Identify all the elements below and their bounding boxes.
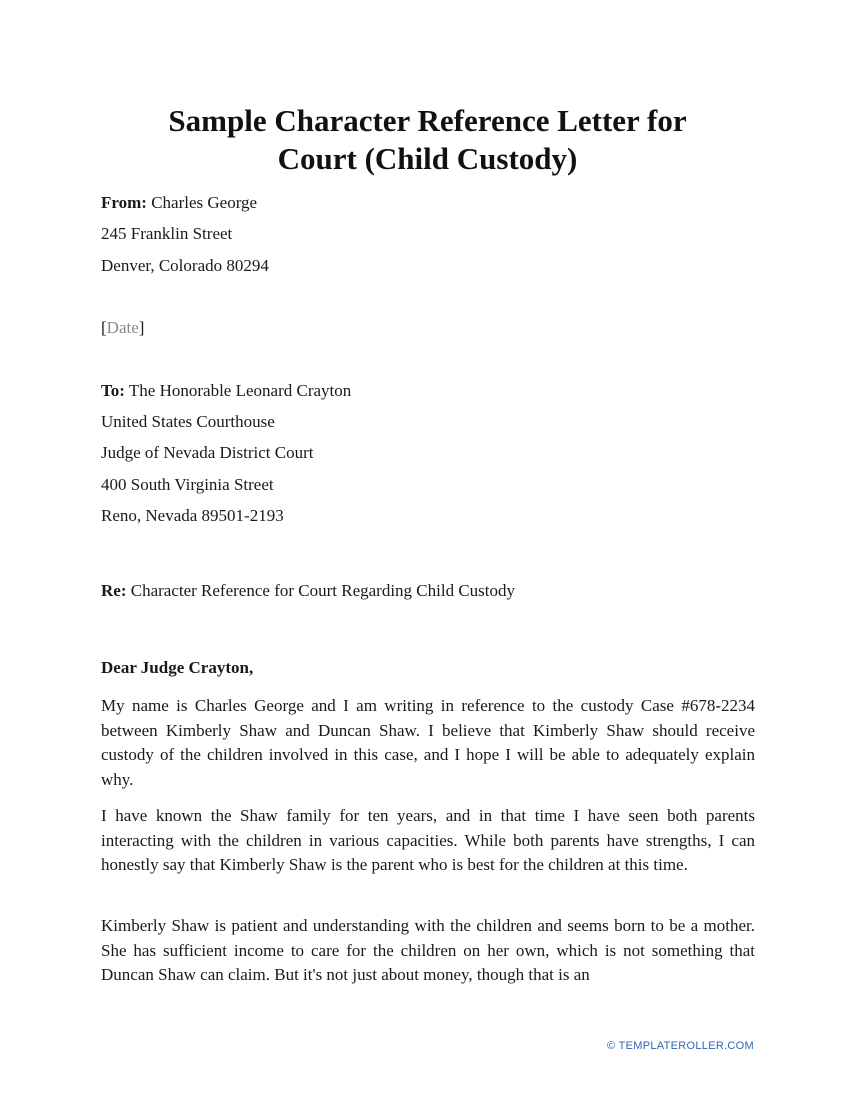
body-paragraph-1: My name is Charles George and I am writing in reference to the custody Case #678-2234 between Kimberly Shaw and Duncan Shaw. I believe that Kimberly Shaw should receive custody of the children involved in this case, and I hope I will be able to adequately explain why. [101,696,755,789]
document-title [100,102,755,178]
date-bracket-close: ] [138,318,145,337]
re-text: Character Reference for Court Regarding Child Custody [130,581,516,600]
from-name: Charles George [151,193,258,212]
from-city: Denver, Colorado 80294 [101,256,269,275]
from-label: From: [101,193,147,212]
title-line-1: Sample Character Reference Letter for [168,103,687,138]
to-name: The Honorable Leonard Crayton [128,381,352,400]
to-line-4: 400 South Virginia Street [101,475,274,494]
to-line-3: Judge of Nevada District Court [101,443,314,462]
re-line [101,581,515,601]
salutation: Dear Judge Crayton, [101,658,254,677]
to-line-5: Reno, Nevada 89501-2193 [101,506,284,525]
to-line-2: United States Courthouse [101,412,275,431]
from-street: 245 Franklin Street [101,224,233,243]
date-bracket-open: [ [101,318,107,337]
date-placeholder: Date [106,318,139,337]
footer-copyright-link[interactable]: © TEMPLATEROLLER.COM [607,1040,754,1052]
body-paragraph-3: Kimberly Shaw is patient and understanding with the children and seems born to be a mother. She has sufficient income to care for the children on her own, which is not something that Duncan Shaw can claim. But it's not just about money, though that is an [101,916,755,984]
date-line [101,318,144,338]
title-line-2: Court (Child Custody) [277,141,578,176]
body-paragraph-2: I have known the Shaw family for ten years, and in that time I have seen both parents interacting with the children in various capacities. While both parents have strengths, I can honestly say that Kimberly Shaw is the parent who is best for the children at this time. [101,806,755,874]
from-line [101,193,257,213]
to-label: To: [101,381,125,400]
re-label: Re: [101,581,127,600]
to-line [101,381,351,401]
